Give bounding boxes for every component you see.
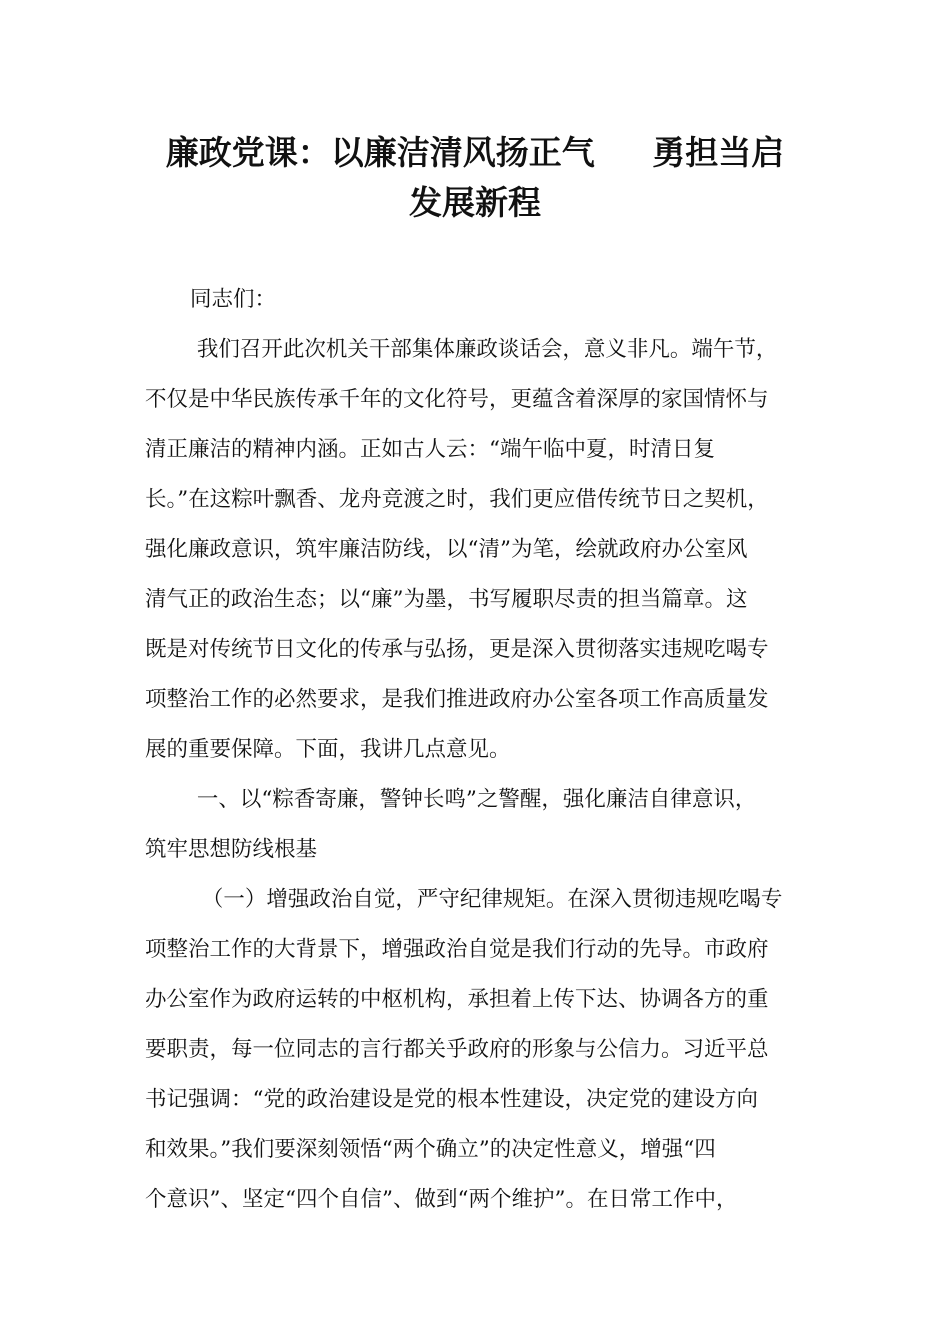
paragraph-1-line-7: 既是对传统节日文化的传承与弘扬，更是深入贯彻落实违规吃喝专 xyxy=(145,637,769,662)
document-title-line-2: 发展新程 xyxy=(409,183,541,222)
paragraph-1-line-9: 展的重要保障。下面，我讲几点意见。 xyxy=(145,737,511,762)
paragraph-1-line-6: 清气正的政治生态；以“廉”为墨，书写履职尽责的担当篇章。这 xyxy=(145,587,748,612)
paragraph-1-line-4: 长。”在这粽叶飘香、龙舟竞渡之时，我们更应借传统节日之契机， xyxy=(145,487,769,512)
paragraph-1-line-8: 项整治工作的必然要求，是我们推进政府办公室各项工作高质量发 xyxy=(145,687,769,712)
paragraph-2-line-2: 项整治工作的大背景下，增强政治自觉是我们行动的先导。市政府 xyxy=(145,937,769,962)
paragraph-2-line-6: 和效果。”我们要深刻领悟“两个确立”的决定性意义，增强“四 xyxy=(145,1137,716,1162)
paragraph-1-line-2: 不仅是中华民族传承千年的文化符号，更蕴含着深厚的家国情怀与 xyxy=(145,387,769,412)
paragraph-1-line-3: 清正廉洁的精神内涵。正如古人云：“端午临中夏，时清日复 xyxy=(145,437,715,462)
paragraph-2-line-3: 办公室作为政府运转的中枢机构，承担着上传下达、协调各方的重 xyxy=(145,987,769,1012)
paragraph-2-line-5: 书记强调：“党的政治建设是党的根本性建设，决定党的建设方向 xyxy=(145,1087,758,1112)
paragraph-1-line-1: 我们召开此次机关干部集体廉政谈话会，意义非凡。端午节， xyxy=(190,337,778,362)
document-title-line-1: 廉政党课：以廉洁清风扬正气 勇担当启 xyxy=(165,133,785,172)
salutation: 同志们： xyxy=(190,287,277,312)
section-heading-line-1: 一、以“粽香寄廉，警钟长鸣”之警醒，强化廉洁自律意识， xyxy=(190,787,757,812)
paragraph-2-line-4: 要职责，每一位同志的言行都关乎政府的形象与公信力。习近平总 xyxy=(145,1037,769,1062)
section-heading-line-2: 筑牢思想防线根基 xyxy=(145,837,318,862)
paragraph-2-line-1: （一）增强政治自觉，严守纪律规矩。在深入贯彻违规吃喝专 xyxy=(195,887,783,912)
paragraph-2-line-7: 个意识”、坚定“四个自信”、做到“两个维护”。在日常工作中， xyxy=(145,1187,738,1212)
paragraph-1-line-5: 强化廉政意识，筑牢廉洁防线，以“清”为笔，绘就政府办公室风 xyxy=(145,537,748,562)
